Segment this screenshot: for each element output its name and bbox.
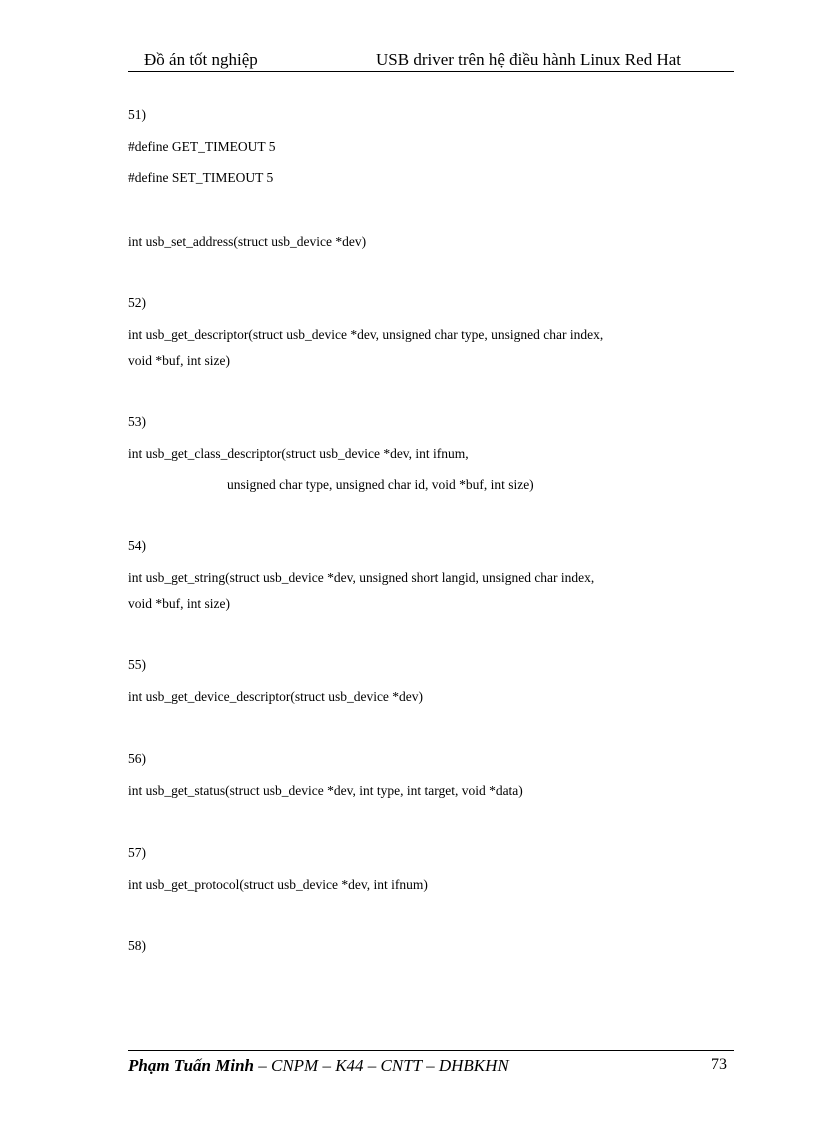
item-number: 51)	[128, 107, 146, 122]
header-rule	[128, 71, 734, 72]
code-line: void *buf, int size)	[128, 596, 230, 611]
item-number: 55)	[128, 657, 146, 672]
code-line: int usb_get_class_descriptor(struct usb_device *dev, int ifnum,	[128, 446, 469, 461]
item-number: 57)	[128, 845, 146, 860]
code-line: #define GET_TIMEOUT 5	[128, 139, 276, 154]
code-line: int usb_set_address(struct usb_device *dev)	[128, 234, 367, 249]
footer-author	[128, 1056, 509, 1076]
code-line: #define SET_TIMEOUT 5	[128, 170, 274, 185]
code-line: int usb_get_status(struct usb_device *dev, int type, int target, void *data)	[128, 783, 523, 798]
code-line: int usb_get_string(struct usb_device *dev, unsigned short langid, unsigned char index,	[128, 570, 595, 585]
code-line: int usb_get_protocol(struct usb_device *dev, int ifnum)	[128, 877, 428, 892]
author-name: Phạm Tuấn Minh	[128, 1056, 254, 1075]
footer-rule	[128, 1050, 734, 1051]
header-right-title: USB driver trên hệ điều hành Linux Red Hat	[376, 50, 681, 69]
code-line: int usb_get_descriptor(struct usb_device *dev, unsigned char type, unsigned char index,	[128, 327, 604, 342]
code-line: void *buf, int size)	[128, 353, 230, 368]
code-line: int usb_get_device_descriptor(struct usb_device *dev)	[128, 689, 424, 704]
author-affiliation: – CNPM – K44 – CNTT – DHBKHN	[253, 1056, 509, 1075]
item-number: 52)	[128, 295, 146, 310]
item-number: 58)	[128, 938, 146, 953]
code-line: unsigned char type, unsigned char id, void *buf, int size)	[227, 477, 534, 492]
page-number: 73	[711, 1056, 727, 1073]
item-number: 54)	[128, 538, 146, 553]
header-left-title: Đồ án tốt nghiệp	[144, 50, 258, 69]
item-number: 53)	[128, 414, 146, 429]
item-number: 56)	[128, 751, 146, 766]
